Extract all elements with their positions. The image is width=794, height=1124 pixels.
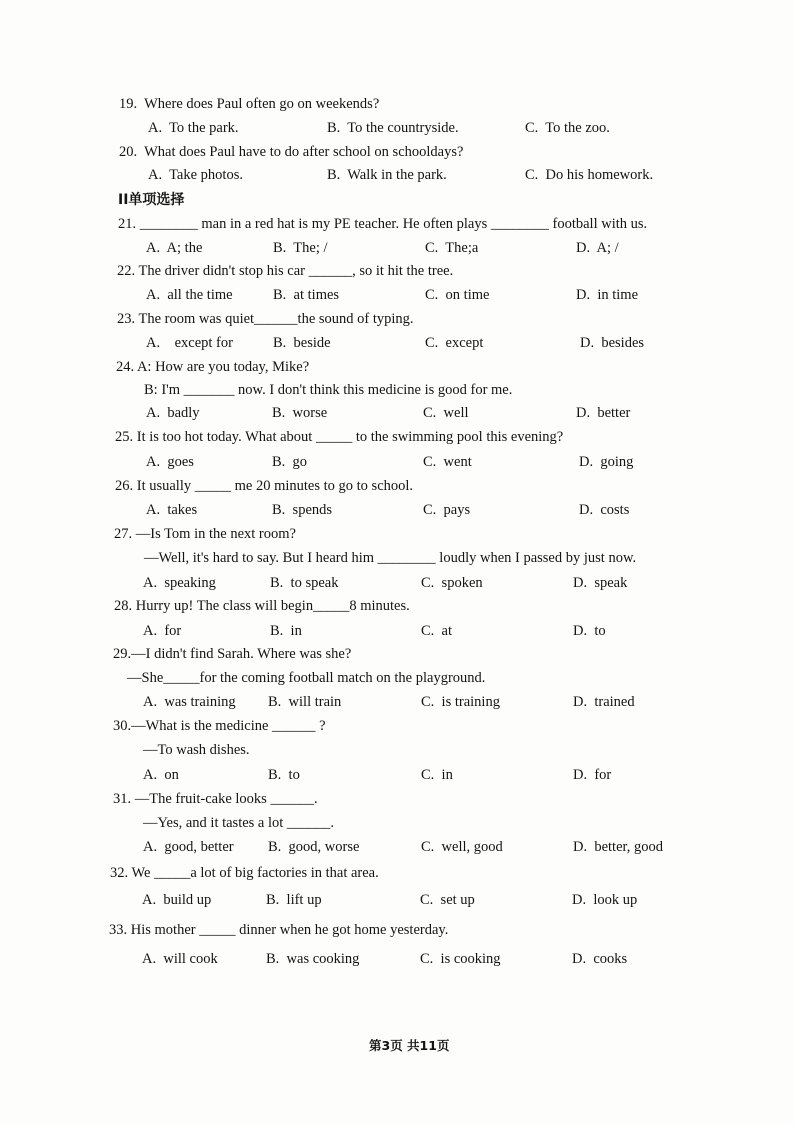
section-heading: II单项选择 <box>118 192 185 208</box>
page-number-footer: 第3页 共11页 <box>369 1038 450 1053</box>
question-22-option-b: B. at times <box>273 287 340 303</box>
question-31-option-d: D. better, good <box>573 839 664 855</box>
question-33-option-c: C. is cooking <box>420 951 501 967</box>
question-32-option-b: B. lift up <box>266 892 322 908</box>
question-20-stem: 20. What does Paul have to do after school on schooldays? <box>119 144 464 160</box>
question-24-option-b: B. worse <box>272 405 328 421</box>
question-33-option-a: A. will cook <box>142 951 218 967</box>
question-24-option-a: A. badly <box>146 405 200 421</box>
question-29-stem: 29.—I didn't find Sarah. Where was she? <box>113 646 352 662</box>
question-26-option-c: C. pays <box>423 502 471 518</box>
question-32-option-a: A. build up <box>142 892 212 908</box>
question-27-option-c: C. spoken <box>421 575 483 591</box>
question-32-stem: 32. We _____a lot of big factories in that area. <box>110 865 379 881</box>
question-26-option-b: B. spends <box>272 502 333 518</box>
question-29-option-d: D. trained <box>573 694 635 710</box>
question-28-option-d: D. to <box>573 623 606 639</box>
question-30-option-a: A. on <box>143 767 179 783</box>
question-27-stem-2: —Well, it's hard to say. But I heard him ________ loudly when I passed by just now. <box>144 550 637 566</box>
question-33-stem: 33. His mother _____ dinner when he got home yesterday. <box>109 922 449 938</box>
question-31-stem-2: —Yes, and it tastes a lot ______. <box>143 815 335 831</box>
question-27-option-b: B. to speak <box>270 575 339 591</box>
question-19-option-b: B. To the countryside. <box>327 120 459 136</box>
question-31-option-a: A. good, better <box>143 839 234 855</box>
question-28-option-a: A. for <box>143 623 182 639</box>
question-31-option-b: B. good, worse <box>268 839 360 855</box>
question-29-option-a: A. was training <box>143 694 236 710</box>
question-28-option-b: B. in <box>270 623 302 639</box>
question-29-stem-2: —She_____for the coming football match on the playground. <box>127 670 486 686</box>
question-25-option-c: C. went <box>423 454 472 470</box>
question-25-stem: 25. It is too hot today. What about _____ to the swimming pool this evening? <box>115 429 564 445</box>
question-30-option-c: C. in <box>421 767 453 783</box>
question-20-option-b: B. Walk in the park. <box>327 167 447 183</box>
question-32-option-d: D. look up <box>572 892 638 908</box>
question-32-option-c: C. set up <box>420 892 475 908</box>
question-28-stem: 28. Hurry up! The class will begin_____8 minutes. <box>114 598 410 614</box>
question-23-option-a: A. except for <box>146 335 233 351</box>
question-25-option-a: A. goes <box>146 454 194 470</box>
question-19-option-a: A. To the park. <box>148 120 239 136</box>
question-24-option-c: C. well <box>423 405 469 421</box>
question-30-option-b: B. to <box>268 767 300 783</box>
question-26-option-a: A. takes <box>146 502 198 518</box>
question-29-option-b: B. will train <box>268 694 342 710</box>
question-26-option-d: D. costs <box>579 502 630 518</box>
question-24-option-d: D. better <box>576 405 631 421</box>
question-19-option-c: C. To the zoo. <box>525 120 610 136</box>
question-30-stem-2: —To wash dishes. <box>143 742 250 758</box>
question-27-option-a: A. speaking <box>143 575 216 591</box>
question-30-stem: 30.—What is the medicine ______ ? <box>113 718 326 734</box>
question-21-option-c: C. The;a <box>425 240 479 256</box>
question-29-option-c: C. is training <box>421 694 500 710</box>
question-31-option-c: C. well, good <box>421 839 503 855</box>
question-23-option-c: C. except <box>425 335 484 351</box>
question-25-option-b: B. go <box>272 454 308 470</box>
question-21-stem: 21. ________ man in a red hat is my PE teacher. He often plays ________ football with us. <box>118 216 648 232</box>
question-22-option-d: D. in time <box>576 287 639 303</box>
question-23-stem: 23. The room was quiet______the sound of typing. <box>117 311 414 327</box>
question-33-option-d: D. cooks <box>572 951 628 967</box>
question-22-stem: 22. The driver didn't stop his car ______, so it hit the tree. <box>117 263 454 279</box>
question-28-option-c: C. at <box>421 623 453 639</box>
question-26-stem: 26. It usually _____ me 20 minutes to go to school. <box>115 478 414 494</box>
question-21-option-b: B. The; / <box>273 240 328 256</box>
question-27-option-d: D. speak <box>573 575 628 591</box>
question-30-option-d: D. for <box>573 767 612 783</box>
question-31-stem: 31. —The fruit-cake looks ______. <box>113 791 318 807</box>
question-20-option-c: C. Do his homework. <box>525 167 654 183</box>
question-19-stem: 19. Where does Paul often go on weekends? <box>119 96 380 112</box>
question-25-option-d: D. going <box>579 454 634 470</box>
question-24-stem-2: B: I'm _______ now. I don't think this medicine is good for me. <box>144 382 513 398</box>
question-22-option-c: C. on time <box>425 287 490 303</box>
question-23-option-d: D. besides <box>580 335 645 351</box>
question-21-option-a: A. A; the <box>146 240 203 256</box>
question-24-stem: 24. A: How are you today, Mike? <box>116 359 310 375</box>
question-33-option-b: B. was cooking <box>266 951 360 967</box>
question-23-option-b: B. beside <box>273 335 331 351</box>
question-21-option-d: D. A; / <box>576 240 619 256</box>
question-27-stem: 27. —Is Tom in the next room? <box>114 526 296 542</box>
question-22-option-a: A. all the time <box>146 287 233 303</box>
question-20-option-a: A. Take photos. <box>148 167 243 183</box>
